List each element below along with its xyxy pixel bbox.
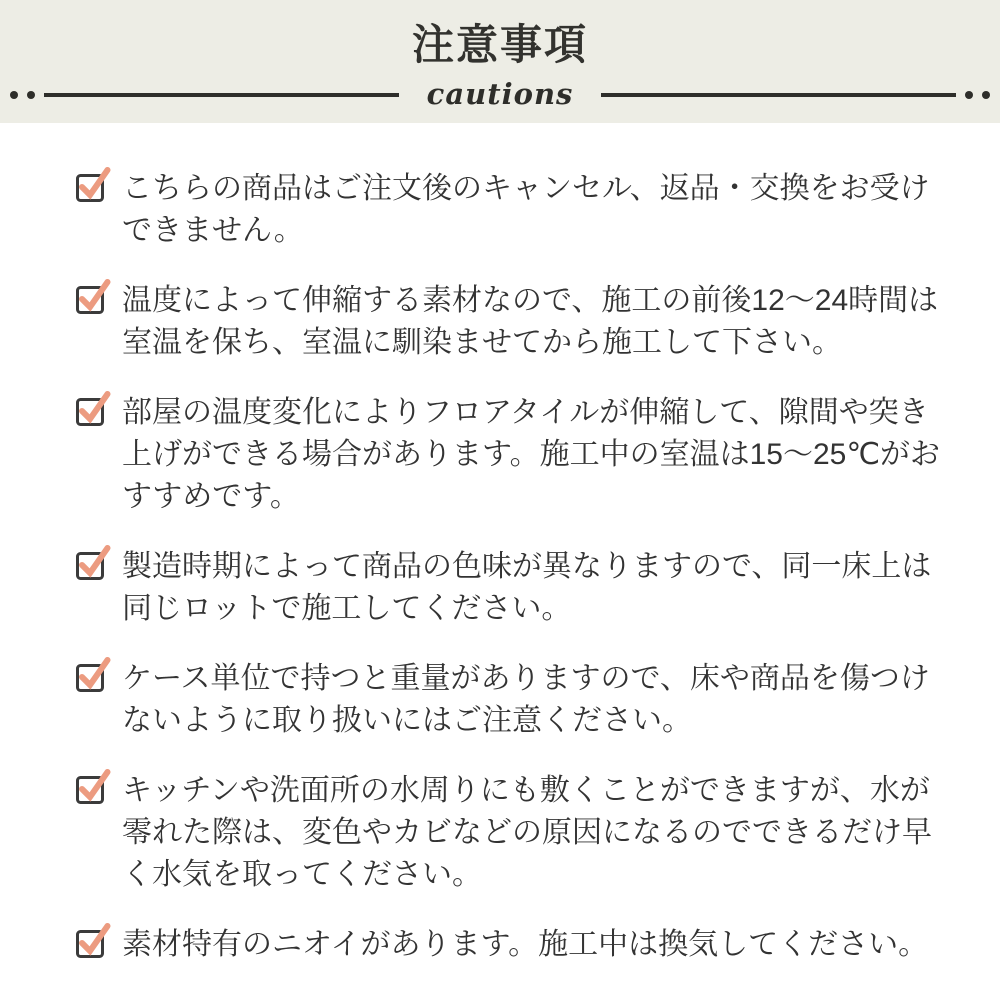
cautions-list: [0, 123, 1000, 966]
divider-dot-icon: [982, 91, 990, 99]
divider-dot-icon: [965, 91, 973, 99]
checked-checkbox-icon: [75, 277, 111, 315]
header: [0, 0, 1000, 123]
caution-item: [75, 280, 942, 364]
checked-checkbox-icon: [75, 389, 111, 427]
checked-checkbox-icon: [75, 921, 111, 959]
checked-checkbox-icon: [75, 543, 111, 581]
checked-checkbox-icon: [75, 165, 111, 203]
caution-item: [75, 924, 942, 966]
caution-item: [75, 168, 942, 252]
caution-item: [75, 770, 942, 896]
caution-item: [75, 546, 942, 630]
divider-dot-icon: [10, 91, 18, 99]
caution-text: キッチンや洗面所の水周りにも敷くことができますが、水が零れた際は、変色やカビなどの原因になるのでできるだけ早く水気を取ってください。: [122, 774, 932, 891]
caution-item: [75, 392, 942, 518]
caution-text: こちらの商品はご注文後のキャンセル、返品・交換をお受けできません。: [122, 172, 930, 247]
page-title: 注意事項: [411, 21, 588, 68]
caution-text: ケース単位で持つと重量がありますので、床や商品を傷つけないように取り扱いにはご注意ください。: [122, 662, 930, 737]
caution-text: 製造時期によって商品の色味が異なりますので、同一床上は同じロットで施工してください。: [122, 550, 932, 625]
divider-dot-icon: [27, 91, 35, 99]
checked-checkbox-icon: [75, 767, 111, 805]
caution-text: 温度によって伸縮する素材なので、施工の前後12〜24時間は室温を保ち、室温に馴染ませてから施工して下さい。: [122, 284, 939, 359]
caution-text: 部屋の温度変化によりフロアタイルが伸縮して、隙間や突き上げができる場合があります。施工中の室温は15〜25℃がおすすめです。: [122, 396, 941, 513]
header-divider: [0, 77, 1000, 111]
caution-text: 素材特有のニオイがあります。施工中は換気してください。: [122, 928, 929, 961]
header-subtitle: cautions: [426, 77, 574, 111]
divider-line: [44, 93, 399, 97]
caution-item: [75, 658, 942, 742]
checked-checkbox-icon: [75, 655, 111, 693]
divider-line: [601, 93, 956, 97]
